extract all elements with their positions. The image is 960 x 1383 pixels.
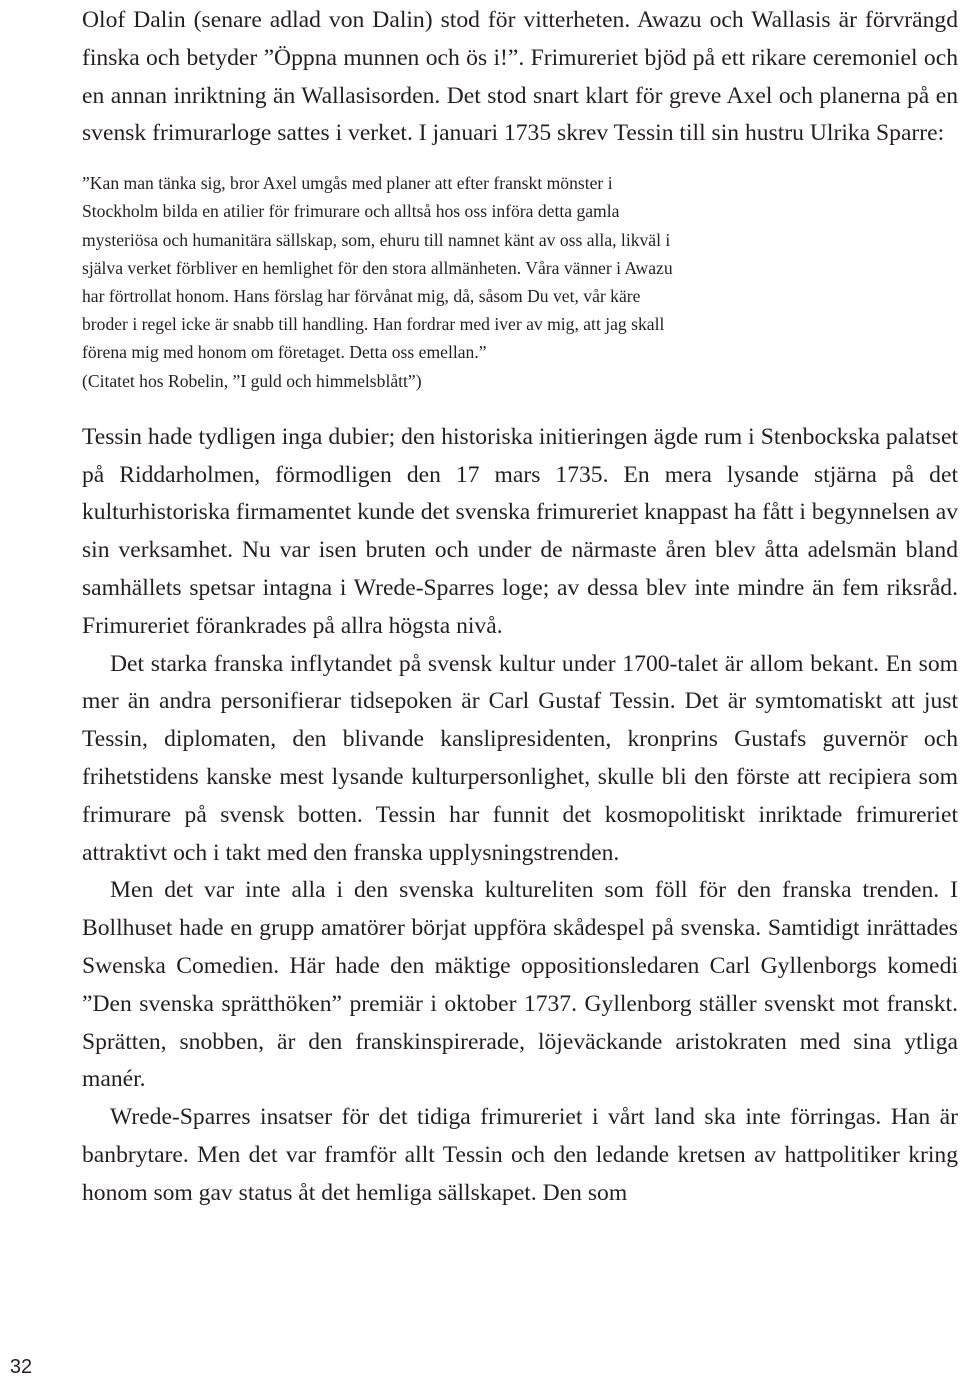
block-quote <box>82 169 682 395</box>
paragraph-1: Tessin hade tydligen inga dubier; den historiska initieringen ägde rum i Stenbockska palatset på Riddarholmen, förmodligen den 17 mars 1735. En mera lysande stjärna på det kulturhistoriska firmamentet kunde det svenska frimureriet knappast ha fått i begynnelsen av sin verksamhet. Nu var isen bruten och under de närmaste åren blev åtta adelsmän bland samhällets spetsar intagna i Wrede-Sparres loge; av dessa blev inte mindre än fem riksråd. Frimureriet förankrades på allra högsta nivå. <box>82 423 958 639</box>
page-content <box>82 0 958 1213</box>
quote-citation: (Citatet hos Robelin, ”I guld och himmelsblått”) <box>82 370 422 391</box>
quote-text: ”Kan man tänka sig, bror Axel umgås med planer att efter franskt mönster i Stockholm bilda en atilier för frimurare och alltså hos oss införa detta gamla mysteriösa och humanitära sällskap, som, ehuru till namnet känt av oss alla, likväl i själva verket förbliver en hemlighet för den stora allmänheten. Våra vänner i Awazu har förtrollat honom. Hans förslag har förvånat mig, då, såsom Du vet, vår käre broder i regel icke är snabb till handling. Han fordrar med iver av mig, att jag skall förena mig med honom om företaget. Detta oss emellan.” <box>82 173 673 363</box>
intro-paragraph: Olof Dalin (senare adlad von Dalin) stod för vitterheten. Awazu och Wallasis är förvrängd finska och betyder ”Öppna munnen och ös i!”. Frimureriet bjöd på ett rikare ceremoniel och en annan inriktning än Wallasisorden. Det stod snart klart för greve Axel och planerna på en svensk frimurarloge sattes i verket. I januari 1735 skrev Tessin till sin hustru Ulrika Sparre: <box>82 7 958 147</box>
body-text <box>82 419 958 1213</box>
page-number: 32 <box>9 1356 33 1378</box>
paragraph-4: Wrede-Sparres insatser för det tidiga frimureriet i vårt land ska inte förringas. Han är banbrytare. Men det var framför allt Tessin och den ledande kretsen av hattpolitiker kring honom som gav status åt det hemliga sällskapet. Den som <box>82 1104 958 1206</box>
paragraph-3: Men det var inte alla i den svenska kultureliten som föll för den franska trenden. I Bollhuset hade en grupp amatörer börjat uppföra skådespel på svenska. Samtidigt inrättades Swenska Comedien. Här hade den mäktige oppositionsledaren Carl Gyllenborgs komedi ”Den svenska sprätthöken” premiär i oktober 1737. Gyllenborg ställer svenskt mot franskt. Sprätten, snobben, är den franskinspirerade, löjeväckande aristokraten med sina ytliga manér. <box>82 877 958 1093</box>
paragraph-2: Det starka franska inflytandet på svensk kultur under 1700-talet är allom bekant. En som mer än andra personifierar tidsepoken är Carl Gustaf Tessin. Det är symtomatiskt att just Tessin, diplomaten, den blivande kanslipresidenten, kronprins Gustafs guvernör och frihetstidens kanske mest lysande kulturpersonlighet, skulle bli den förste att recipiera som frimurare på svensk botten. Tessin har funnit det kosmopolitiskt inriktade frimureriet attraktivt och i takt med den franska upplysningstrenden. <box>82 650 958 866</box>
